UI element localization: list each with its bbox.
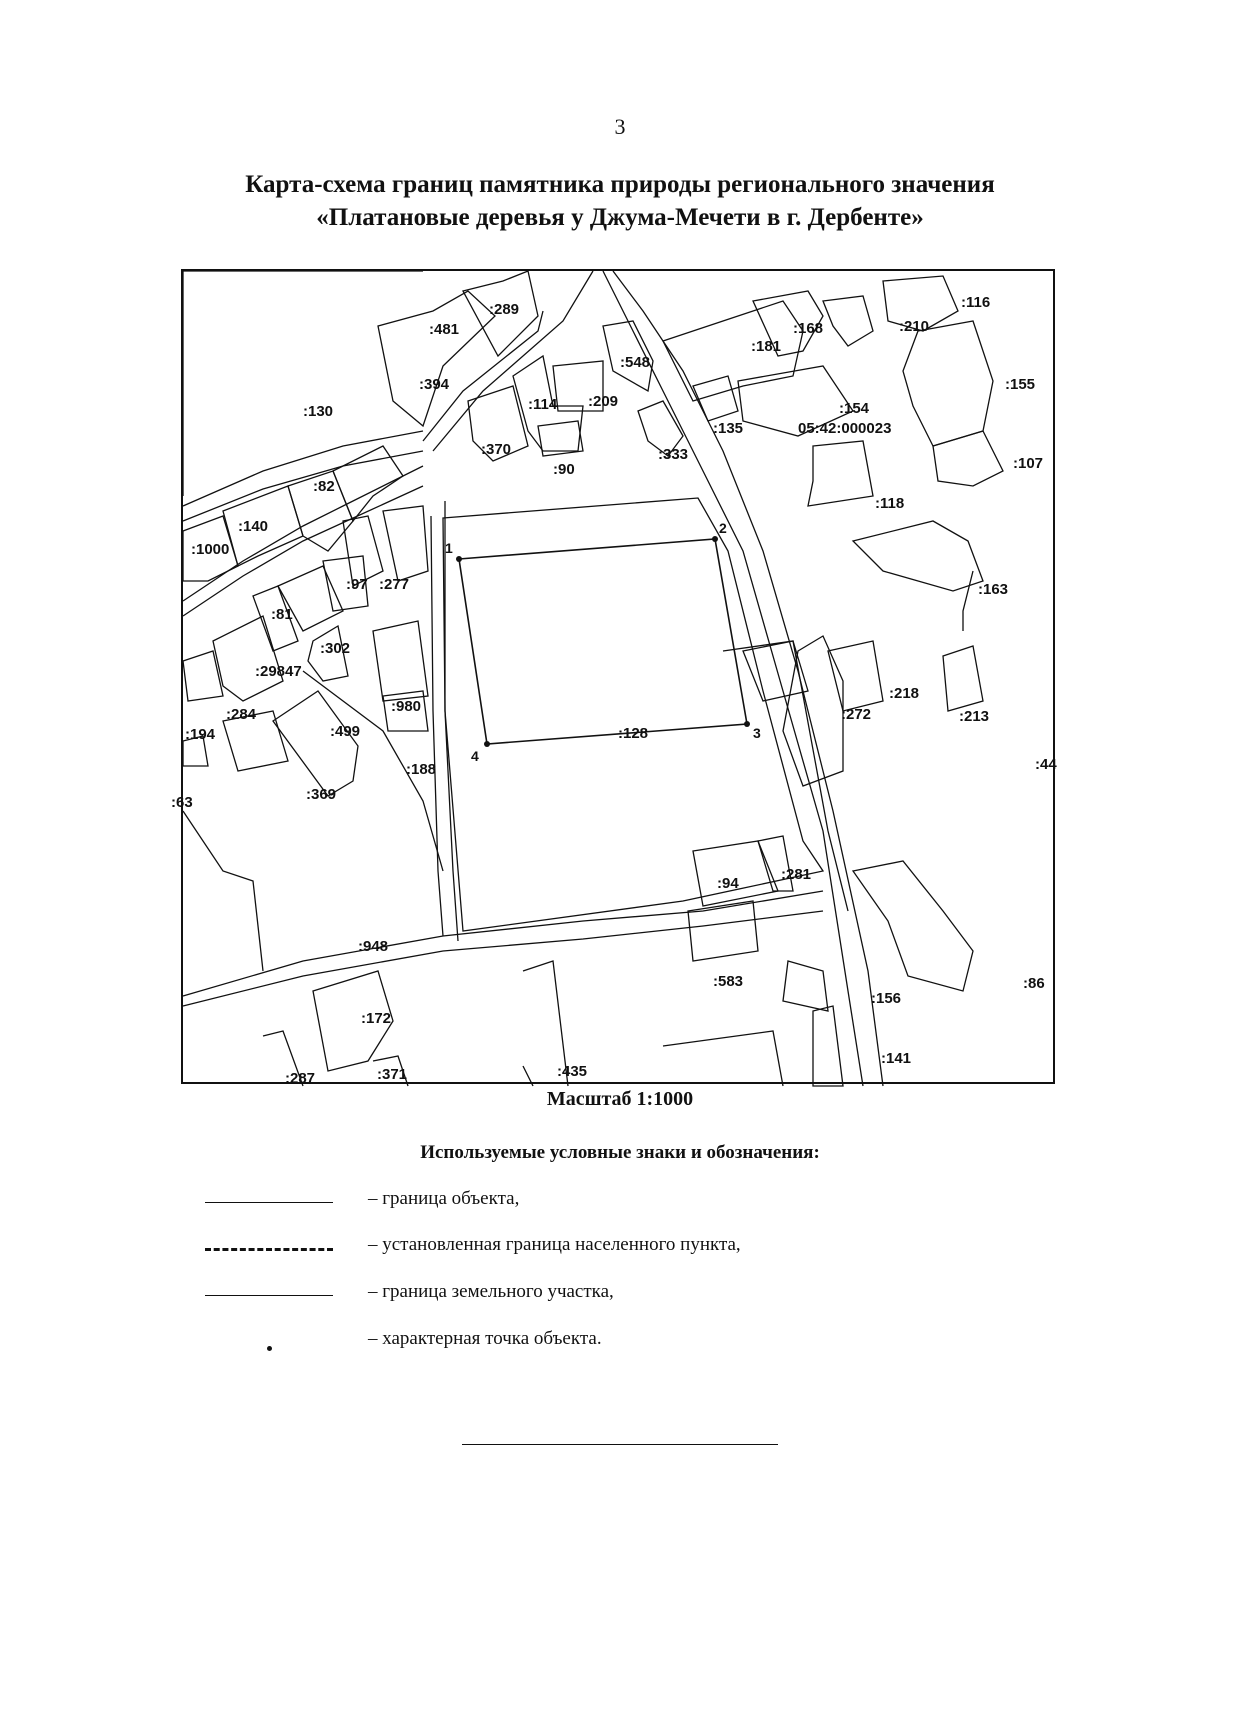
parcel-label: :369 [306, 786, 337, 803]
legend-title: Используемые условные знаки и обозначения: [420, 1142, 820, 1163]
parcel-label: :370 [481, 441, 512, 458]
title-line-1: Карта-схема границ памятника природы регионального значения [245, 171, 995, 198]
parcel-label: :97 [346, 576, 368, 593]
title-line-2: «Платановые деревья у Джума-Мечети в г. Дербенте» [316, 204, 924, 231]
parcel-edge [183, 811, 263, 971]
parcel-label: :548 [620, 354, 651, 371]
road-edge [431, 516, 443, 936]
parcel-label: :980 [391, 698, 422, 715]
parcel-label: :29847 [255, 663, 302, 680]
point-label: 4 [471, 748, 479, 764]
parcel-label: :156 [871, 990, 902, 1007]
parcel-label: :141 [881, 1050, 912, 1067]
parcel-edge [663, 301, 803, 401]
point-3 [744, 721, 750, 727]
point-label: 2 [719, 520, 727, 536]
end-divider [462, 1444, 778, 1445]
parcel-edge [783, 961, 828, 1011]
parcel-label: :371 [377, 1066, 408, 1083]
parcel-label: 05:42:000023 [798, 420, 892, 437]
parcel-edge [213, 616, 283, 701]
parcel-label: :135 [713, 420, 744, 437]
parcel-label: :302 [320, 640, 351, 657]
legend-item-settlement-boundary [205, 1234, 1005, 1264]
parcel-label: :272 [841, 706, 872, 723]
parcel-edge [808, 441, 873, 506]
scale-label: Масштаб 1:1000 [546, 1088, 694, 1110]
parcel-label: :163 [978, 581, 1009, 598]
page-title [150, 168, 1090, 234]
legend-item-characteristic-point [205, 1328, 1005, 1358]
parcel-label: :168 [793, 320, 824, 337]
object-boundary [459, 539, 747, 744]
parcel-edge [823, 296, 873, 346]
dot-symbol [267, 1346, 272, 1351]
parcel-label: :209 [588, 393, 619, 410]
parcel-edge [963, 571, 973, 631]
map-canvas [171, 271, 1057, 1087]
parcel-label: :140 [238, 518, 269, 535]
parcel-label: :63 [171, 794, 193, 811]
parcel-label: :1000 [191, 541, 230, 558]
parcel-label: :181 [751, 338, 782, 355]
parcel-edge [663, 1031, 783, 1086]
parcel-label: :188 [406, 761, 437, 778]
road-edge [445, 501, 458, 941]
parcel-edge [943, 646, 983, 711]
parcel-edge [273, 691, 361, 796]
legend-item-text: – граница земельного участка, [368, 1281, 614, 1302]
page-number: 3 [614, 114, 626, 139]
characteristic-points [456, 536, 750, 747]
legend-item-text: – установленная граница населенного пункта, [368, 1234, 741, 1255]
parcel-label: :114 [528, 396, 558, 413]
parcel-label: :118 [875, 495, 905, 512]
parcel-label: :172 [361, 1010, 392, 1027]
parcel-label: :287 [285, 1070, 316, 1087]
parcel-edge [933, 431, 1003, 486]
parcel-label: :81 [271, 606, 293, 623]
parcel-label: :154 [839, 400, 870, 417]
parcel-label: :130 [303, 403, 334, 420]
parcel-edge [523, 1066, 533, 1086]
parcel-edge [383, 506, 428, 581]
cadastral-map [171, 269, 1057, 1087]
parcel-edge [378, 291, 495, 426]
parcel-labels [171, 294, 1057, 1087]
parcel-edge [813, 1006, 843, 1086]
parcel-label: :107 [1013, 455, 1044, 472]
parcel-label: :194 [185, 726, 216, 743]
parcel-label: :281 [781, 866, 812, 883]
parcel-label: :435 [557, 1063, 588, 1080]
parcel-label: :481 [429, 321, 460, 338]
legend-item-text: – граница объекта, [368, 1188, 520, 1209]
parcel-label: :499 [330, 723, 361, 740]
parcel-label: :948 [358, 938, 389, 955]
parcel-label: :284 [226, 706, 257, 723]
parcel-label: :90 [553, 461, 575, 478]
point-label: 1 [445, 540, 453, 556]
parcel-label: :128 [618, 725, 649, 742]
parcel-edge [783, 636, 843, 786]
parcel-edge [688, 901, 758, 961]
parcel-label: :218 [889, 685, 920, 702]
parcel-label: :155 [1005, 376, 1036, 393]
road-edge [183, 431, 423, 506]
parcel-label: :210 [899, 318, 930, 335]
parcel-label: :583 [713, 973, 744, 990]
point-label: 3 [753, 725, 761, 741]
parcel-label: :289 [489, 301, 520, 318]
parcel-label: :394 [419, 376, 450, 393]
solid-line-symbol [205, 1202, 333, 1203]
legend-item-object-boundary [205, 1188, 1005, 1218]
parcel-label: :213 [959, 708, 990, 725]
parcel-edge [853, 861, 973, 991]
dashed-line-symbol [205, 1248, 333, 1251]
parcel-label: :44 [1035, 756, 1057, 773]
legend-item-text: – характерная точка объекта. [368, 1328, 602, 1349]
parcel-edge [853, 521, 983, 591]
parcel-edge [828, 641, 883, 711]
parcel-label: :86 [1023, 975, 1045, 992]
legend-item-land-plot-boundary [205, 1281, 1005, 1311]
thin-line-symbol [205, 1295, 333, 1296]
parcel-label: :82 [313, 478, 335, 495]
point-2 [712, 536, 718, 542]
parcel-label: :333 [658, 446, 689, 463]
parcel-label: :94 [717, 875, 739, 892]
point-1 [456, 556, 462, 562]
parcel-label: :277 [379, 576, 410, 593]
parcel-edge [373, 621, 428, 701]
point-4 [484, 741, 490, 747]
parcel-edge [903, 321, 993, 446]
parcel-label: :116 [961, 294, 991, 311]
